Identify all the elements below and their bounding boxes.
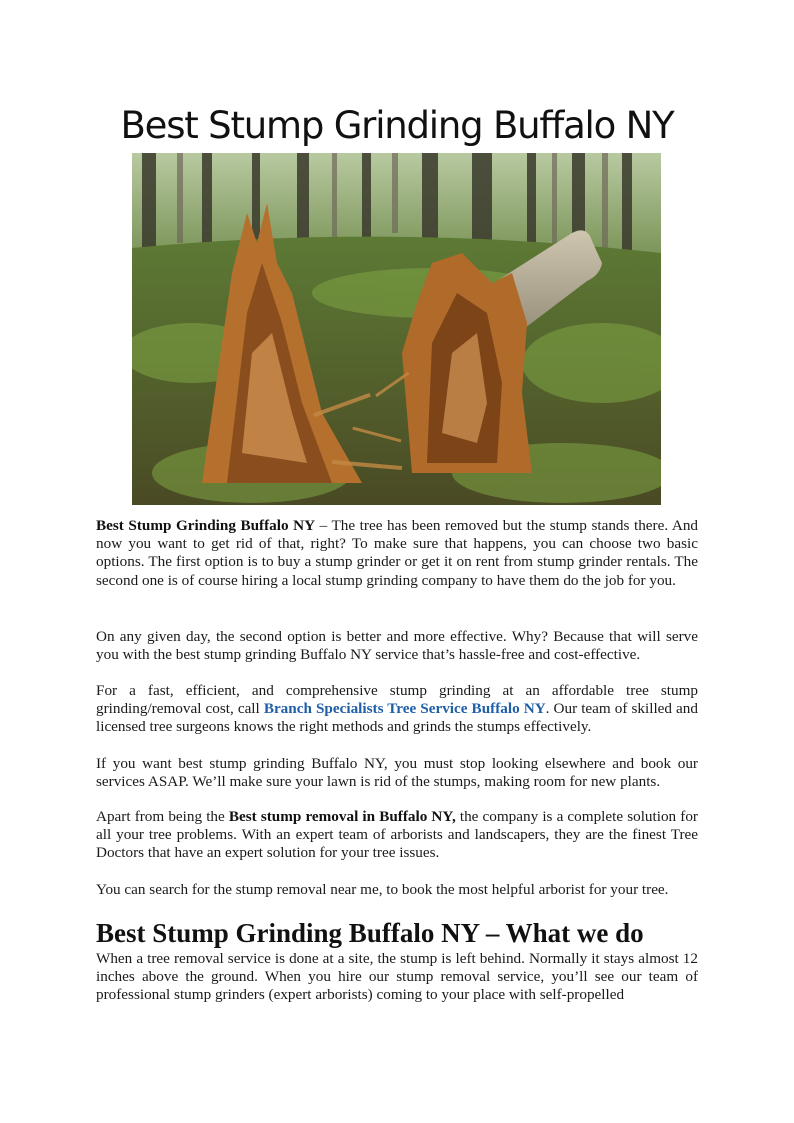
paragraph-book-services: If you want best stump grinding Buffalo NY, you must stop looking elsewhere and book our services ASAP. We’ll make sure your lawn is rid of the stumps, making room for new plants. [96,755,698,791]
paragraph-call-to-action [96,682,698,737]
paragraph-search: You can search for the stump removal near me, to book the most helpful arborist for your tree. [96,881,669,898]
paragraph-complete-solution [96,808,698,863]
stump-illustration [132,153,661,505]
branch-specialists-link[interactable]: Branch Specialists Tree Service Buffalo NY [263,700,546,718]
solution-bold: Best stump removal in Buffalo NY, [228,808,456,825]
intro-text: – The tree has been removed but the stump stands there. And now you want to get rid of that, right? To make sure that happens, you can choose two basic options. The first option is to buy a stump grinder or get it on rent from stump grinder rentals. The second one is of course hiring a local stump grinding company to have them do the job for you. [96,517,698,589]
intro-paragraph [96,517,698,590]
cta-text-after: . Our team of skilled and licensed tree surgeons knows the right methods and grinds the stumps effectively. [96,700,698,736]
solution-text-after: the company is a complete solution for all your tree problems. With an expert team of arborists and landscapers, they are the finest Tree Doctors that have an expert solution for your tree issues. [96,808,698,862]
cta-text-before: For a fast, efficient, and comprehensive stump grinding at an affordable tree stump grinding/removal cost, call [96,682,698,718]
forest-stump-photo [132,153,661,505]
solution-text-before: Apart from being the [96,808,229,825]
paragraph-what-we-do: When a tree removal service is done at a site, the stump is left behind. Normally it stays almost 12 inches above the ground. When you hire our stump removal service, you’ll see our team of professional stump grinders (expert arborists) coming to your place with self-propelled [96,950,698,1004]
paragraph-second-option: On any given day, the second option is better and more effective. Why? Because that will serve you with the best stump grinding Buffalo NY service that’s hassle-free and cost-effective. [96,628,698,664]
page-title: Best Stump Grinding Buffalo NY [120,104,674,147]
section-heading-what-we-do: Best Stump Grinding Buffalo NY – What we do [96,918,644,948]
intro-lead: Best Stump Grinding Buffalo NY [96,517,316,534]
